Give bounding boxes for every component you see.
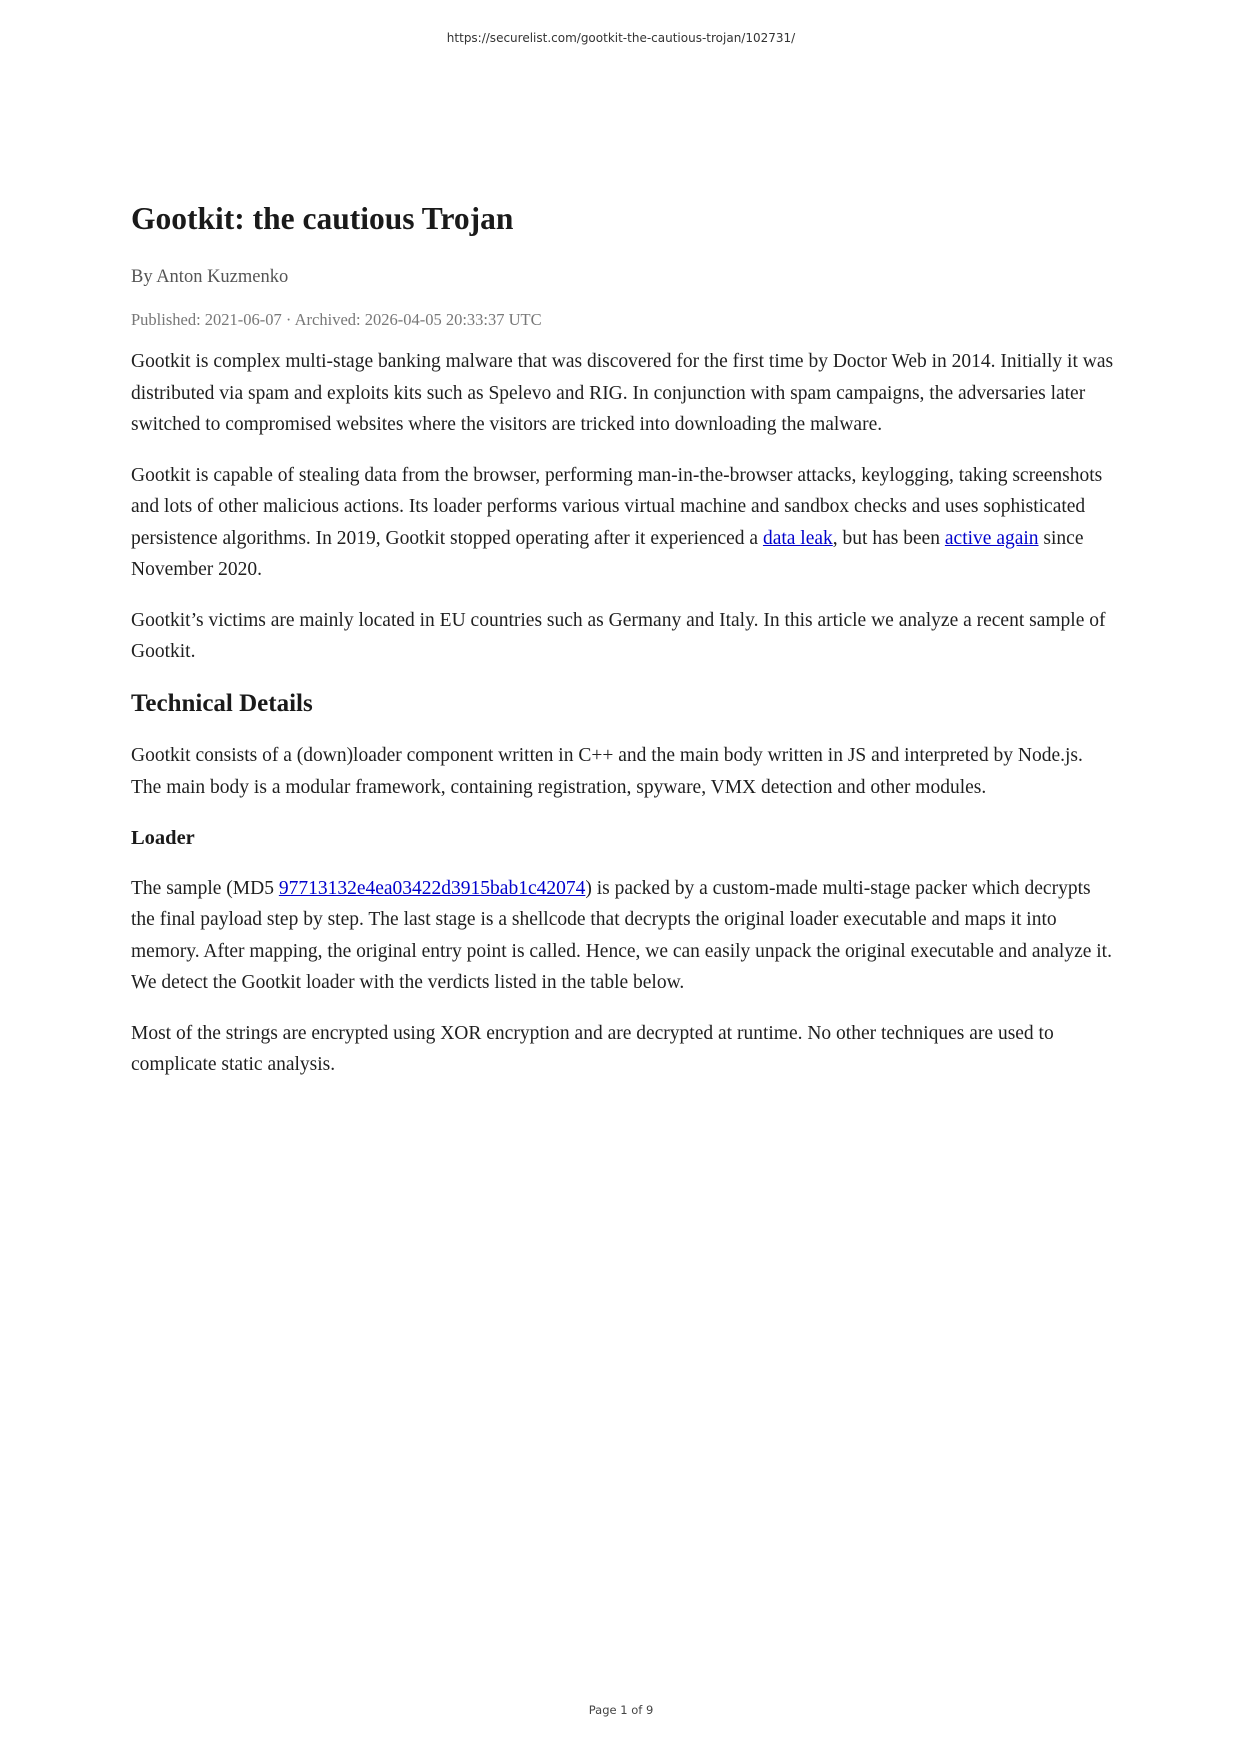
paragraph-text: ) is packed by a custom-made multi-stage packer which decrypts the final payload step by step. The last stage is a shellcode that decrypts the original loader executable and maps it into memory. After mapping, the original entry point is called. Hence, we can easily unpack the original executable and analyze it. We detect the Gootkit loader with the verdicts listed in the table below. xyxy=(131,877,1112,994)
page-number: Page 1 of 9 xyxy=(588,1703,654,1717)
article-byline: By Anton Kuzmenko xyxy=(131,266,289,287)
active-again-link[interactable]: active again xyxy=(944,527,1039,549)
article-publish-meta: Published: 2021-06-07 · Archived: 2026-04-05 20:33:37 UTC xyxy=(131,309,542,329)
section-heading-technical-details: Technical Details xyxy=(131,689,313,717)
page-url-header: https://securelist.com/gootkit-the-cautious-trojan/102731/ xyxy=(446,31,796,45)
data-leak-link[interactable]: data leak xyxy=(762,527,833,549)
paragraph-text: The sample (MD5 xyxy=(131,877,279,899)
paragraph-components: Gootkit consists of a (down)loader component written in C++ and the main body written in JS and interpreted by Node.js. The main body is a modular framework, containing registration, spyware, VMX detection and other modules. xyxy=(131,745,1083,798)
paragraph-capabilities xyxy=(131,460,1117,586)
paragraph-strings: Most of the strings are encrypted using XOR encryption and are decrypted at runtime. No other techniques are used to complicate static analysis. xyxy=(131,1022,1054,1076)
paragraph-text: Gootkit is capable of stealing data from the browser, performing man-in-the-browser attacks, keylogging, taking screenshots and lots of other malicious actions. Its loader performs various virtual machine and sandbox checks and uses sophisticated persistence algorithms. In 2019, Gootkit stopped operating after it experienced a xyxy=(131,464,1103,549)
paragraph-sample xyxy=(131,873,1117,999)
article xyxy=(131,200,1117,1081)
subsection-heading-loader: Loader xyxy=(131,827,195,850)
paragraph-text: since November 2020. xyxy=(131,527,1084,581)
paragraph-victims: Gootkit’s victims are mainly located in EU countries such as Germany and Italy. In this article we analyze a recent sample of Gootkit. xyxy=(131,609,1106,663)
md5-hash-link[interactable]: 97713132e4ea03422d3915bab1c42074 xyxy=(278,877,586,899)
paragraph-intro: Gootkit is complex multi-stage banking malware that was discovered for the first time by Doctor Web in 2014. Initially it was distributed via spam and exploits kits such as Spelevo and RIG. In conjunction with spam campaigns, the adversaries later switched to compromised websites where the visitors are tricked into downloading the malware. xyxy=(131,351,1114,436)
article-title: Gootkit: the cautious Trojan xyxy=(131,201,514,236)
paragraph-text: , but has been xyxy=(832,527,945,549)
